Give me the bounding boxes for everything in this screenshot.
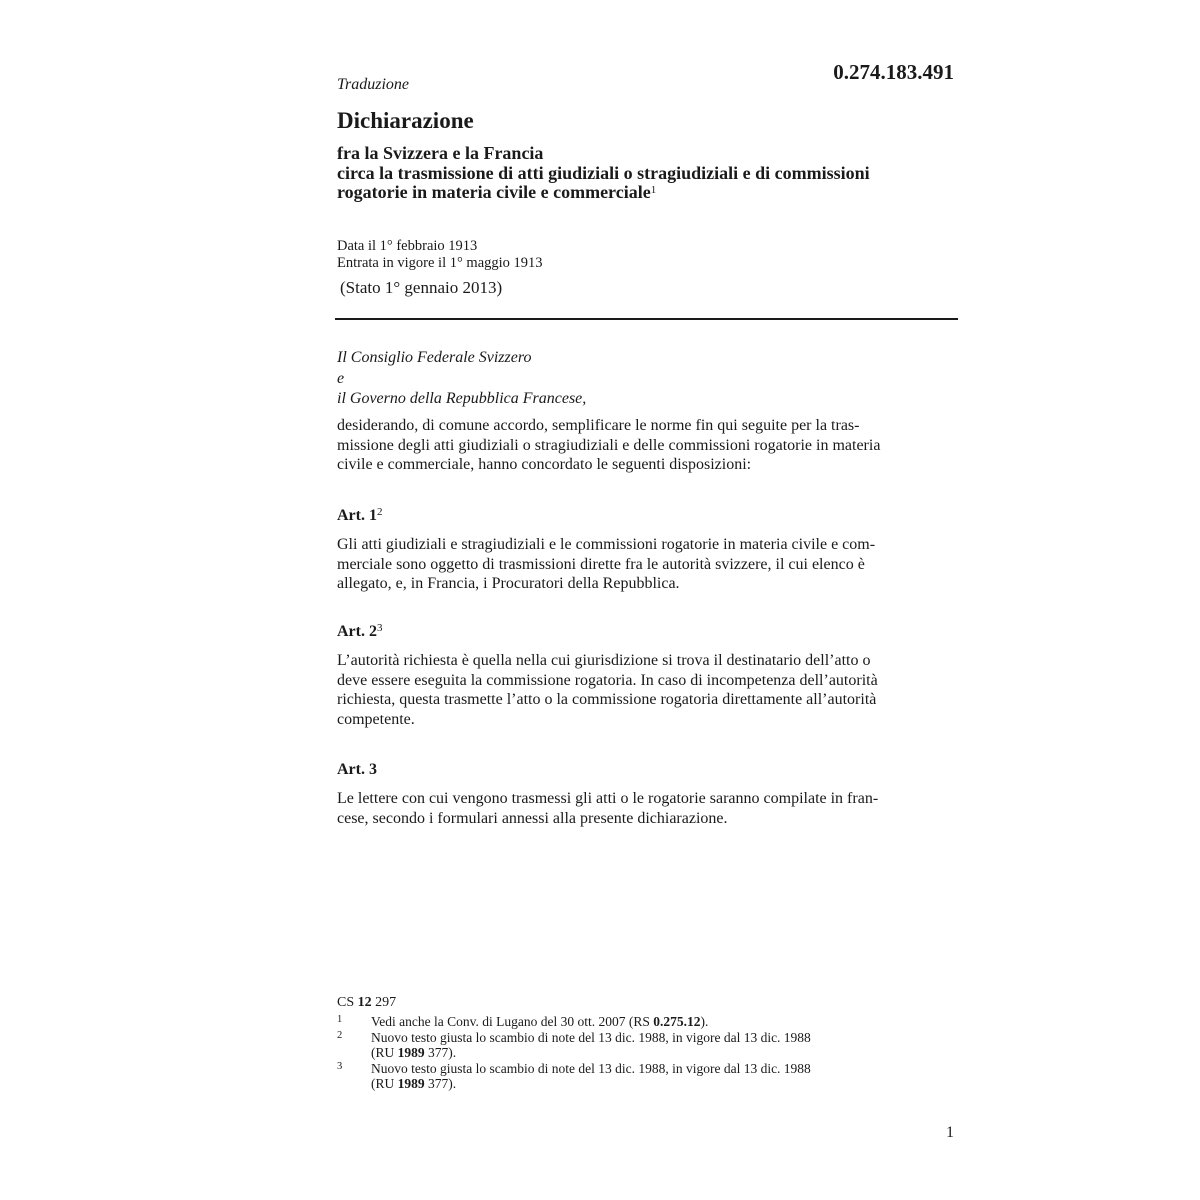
footnote-text: Nuovo testo giusta lo scambio di note del 13 dic. 1988, in vigore dal 13 dic. 1988 [371, 1029, 811, 1045]
source-reference [337, 995, 396, 1011]
article-line: merciale sono oggetto di trasmissioni dirette fra le autorità svizzere, il cui elenco è [337, 555, 865, 573]
article-line: deve essere eseguita la commissione rogatoria. In caso di incompetenza dell’autorità [337, 671, 878, 689]
parties-block [337, 348, 586, 410]
document-title: Dichiarazione [337, 108, 474, 133]
footnote-ref-suffix: 377). [424, 1076, 457, 1091]
article-line: richiesta, questa trasmette l’atto o la commissione rogatoria direttamente all’autorità [337, 691, 877, 708]
footnote-text: Nuovo testo giusta lo scambio di note del 13 dic. 1988, in vigore dal 13 dic. 1988 [371, 1060, 811, 1076]
status-line: (Stato 1° gennaio 2013) [340, 278, 503, 297]
source-page: 297 [375, 995, 397, 1010]
footnote-ref-prefix: (RU [371, 1076, 398, 1091]
footnote-ref-suffix: 377). [424, 1045, 457, 1060]
article-line: L’autorità richiesta è quella nella cui giurisdizione si trova il destinatario dell’atto o [337, 652, 871, 669]
footnote-ref-prefix: (RU [371, 1045, 398, 1060]
subtitle-line-text: rogatorie in materia civile e commerciale [337, 182, 651, 202]
preamble-paragraph [337, 416, 954, 475]
footnote-1 [337, 1014, 917, 1030]
article-3-heading: Art. 3 [337, 761, 377, 778]
footnote-3 [337, 1061, 917, 1092]
article-heading-text: Art. 1 [337, 507, 377, 524]
subtitle-line: fra la Svizzera e la Francia [337, 143, 544, 163]
article-1-heading [337, 507, 382, 525]
date-line: Data il 1° febbraio 1913 [337, 238, 478, 254]
article-line: allegato, e, in Francia, i Procuratori della Repubblica. [337, 575, 680, 592]
footnote-number: 1 [337, 1014, 343, 1025]
footnote-ref-line [371, 1045, 917, 1061]
article-line: Le lettere con cui vengono trasmessi gli atti o le rogatorie saranno compilate in fran- [337, 790, 879, 807]
article-line: cese, secondo i formulari annessi alla presente dichiarazione. [337, 809, 728, 827]
footnote-ref-year[interactable]: 1989 [397, 1045, 425, 1060]
sr-number: 0.274.183.491 [833, 60, 954, 84]
article-2-heading [337, 623, 382, 641]
article-heading-text: Art. 2 [337, 623, 377, 640]
footnote-ref-1[interactable]: 1 [650, 184, 657, 196]
party-french: il Governo della Repubblica Francese, [337, 390, 587, 407]
footnote-ref-line [371, 1076, 917, 1092]
subtitle-line: circa la trasmissione di atti giudiziali o stragiudiziali e di commissioni [337, 162, 870, 183]
article-2-text [337, 651, 954, 729]
document-subtitle [337, 144, 957, 203]
footnote-number: 3 [337, 1060, 343, 1072]
translation-label: Traduzione [337, 76, 410, 93]
preamble-line: civile e commerciale, hanno concordato le seguenti disposizioni: [337, 456, 752, 473]
footnote-link-rs[interactable]: 0.275.12 [653, 1014, 701, 1029]
footnote-text: Vedi anche la Conv. di Lugano del 30 ott. 2007 (RS [371, 1014, 654, 1029]
article-line: Gli atti giudiziali e stragiudiziali e le commissioni rogatorie in materia civile e com- [337, 536, 876, 553]
footnote-ref-year[interactable]: 1989 [397, 1076, 425, 1091]
source-prefix: CS [337, 995, 355, 1010]
page-number: 1 [946, 1124, 954, 1141]
header-divider [335, 318, 958, 320]
footnote-ref-2[interactable]: 2 [376, 506, 383, 518]
footnote-ref-3[interactable]: 3 [376, 622, 383, 634]
footnote-2 [337, 1030, 917, 1061]
preamble-line: desiderando, di comune accordo, semplificare le norme fin qui seguite per la tras- [337, 417, 860, 434]
document-dates [337, 238, 543, 272]
article-3-text [337, 789, 954, 828]
source-volume: 12 [357, 995, 372, 1010]
article-line: competente. [337, 710, 415, 728]
party-swiss: Il Consiglio Federale Svizzero [337, 349, 532, 366]
article-1-text [337, 535, 954, 594]
party-conjunction: e [337, 369, 345, 387]
footnotes [337, 1014, 917, 1092]
footnote-text: ). [700, 1014, 709, 1029]
subtitle-line [337, 183, 957, 203]
footnote-number: 2 [337, 1029, 343, 1041]
preamble-line: missione degli atti giudiziali o stragiudiziali e delle commissioni rogatorie in materia [337, 436, 881, 454]
entry-into-force-line: Entrata in vigore il 1° maggio 1913 [337, 255, 543, 271]
